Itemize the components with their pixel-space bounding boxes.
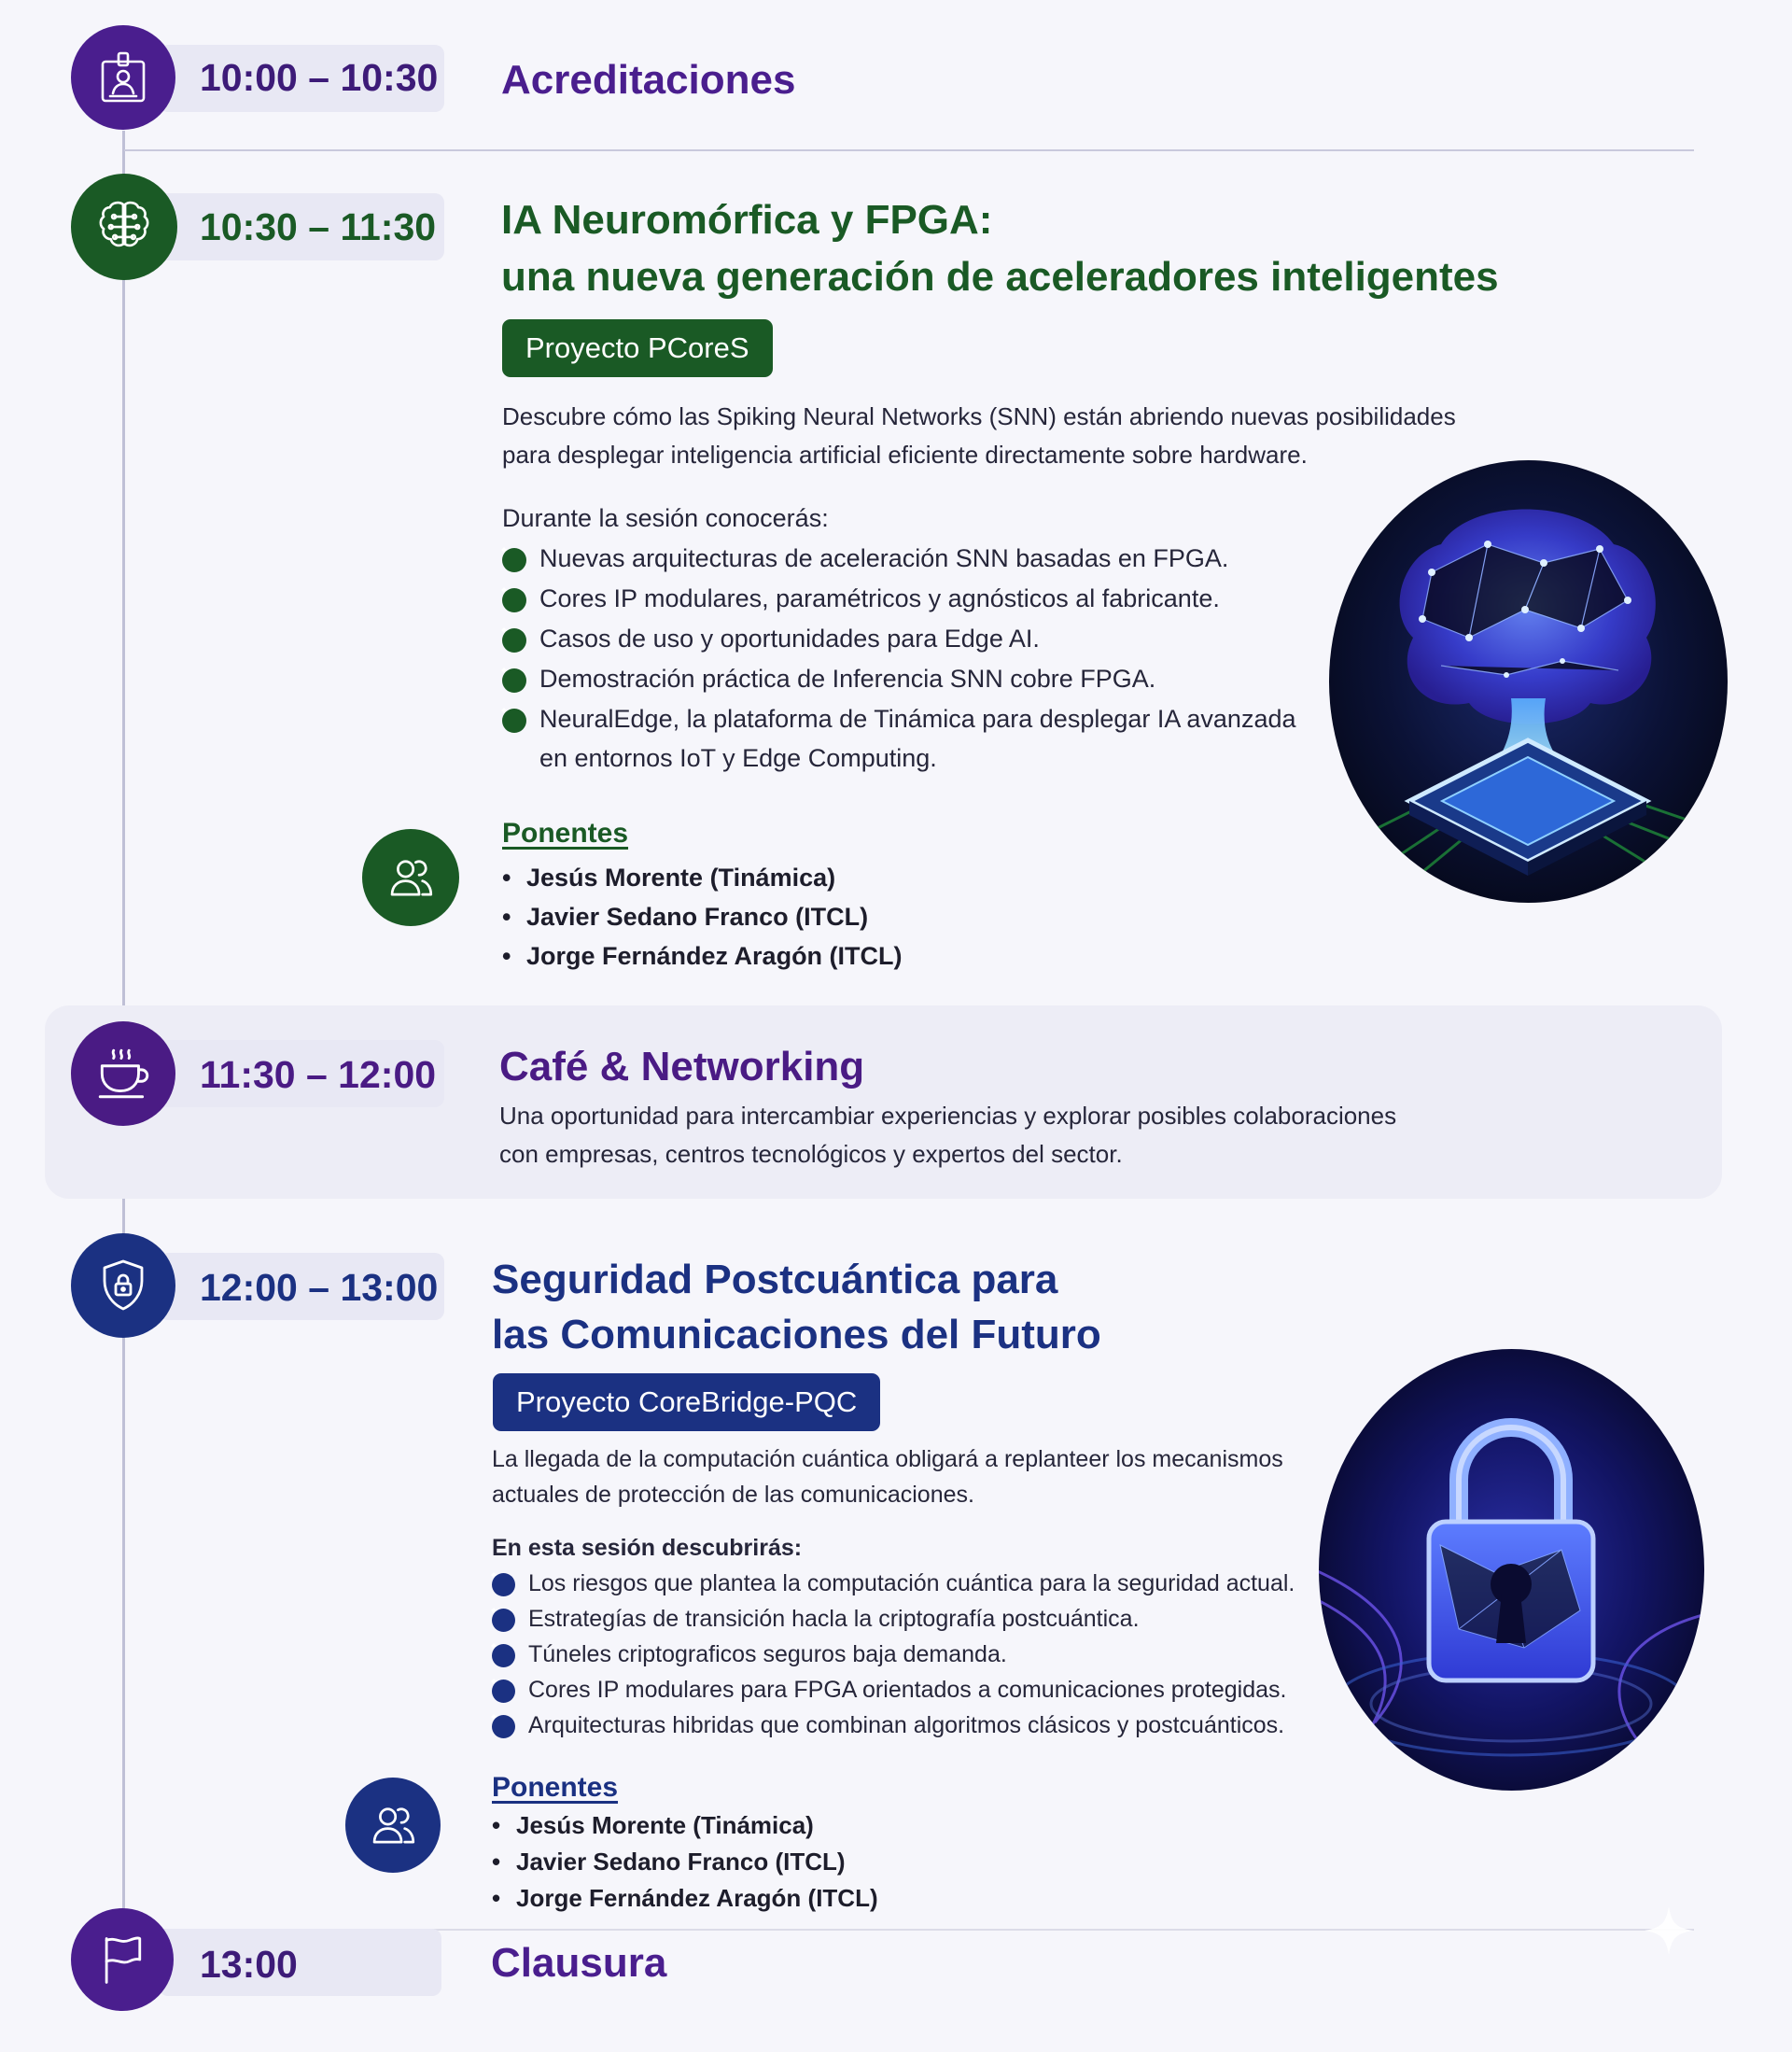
check-circle-icon — [502, 709, 526, 733]
speaker-item: • Jesús Morente (Tinámica) — [492, 1811, 878, 1848]
section-title-line2: una nueva generación de aceleradores inteligentes — [501, 254, 1499, 300]
speakers-title: Ponentes — [502, 818, 629, 849]
section-title-line2: las Comunicaciones del Futuro — [492, 1312, 1101, 1357]
speaker-item: • Javier Sedano Franco (ITCL) — [502, 903, 903, 942]
description-line: Descubre cómo las Spiking Neural Networks (SNN) están abriendo nuevas posibilidades — [502, 402, 1456, 430]
list-item: Casos de uso y oportunidades para Edge AI. — [502, 625, 1296, 665]
speaker-item: • Javier Sedano Franco (ITCL) — [492, 1848, 878, 1884]
section-description — [492, 1441, 1283, 1512]
list-item: Túneles criptograficos seguros baja demanda. — [492, 1641, 1295, 1677]
section-title-line1: Seguridad Postcuántica para — [492, 1257, 1058, 1302]
section-title: Acreditaciones — [501, 57, 796, 103]
time-label: 12:00 – 13:00 — [200, 1266, 439, 1309]
topics-list — [492, 1570, 1295, 1748]
speaker-item: • Jorge Fernández Aragón (ITCL) — [502, 942, 903, 981]
section-title: Clausura — [491, 1940, 667, 1986]
list-item: Cores IP modulares para FPGA orientados a comunicaciones protegidas. — [492, 1677, 1295, 1712]
check-circle-icon — [502, 668, 526, 693]
section-description — [502, 398, 1456, 474]
list-item: NeuralEdge, la plataforma de Tinámica para desplegar IA avanzada — [502, 705, 1296, 745]
speakers-icon — [362, 829, 459, 926]
check-circle-icon — [492, 1609, 515, 1632]
list-item: Los riesgos que plantea la computación cuántica para la seguridad actual. — [492, 1570, 1295, 1606]
time-label: 10:30 – 11:30 — [200, 205, 437, 248]
speakers-icon — [345, 1778, 441, 1873]
glowing-brain-chip-image — [1329, 460, 1728, 903]
time-label: 11:30 – 12:00 — [200, 1053, 437, 1096]
check-circle-icon — [492, 1715, 515, 1738]
description-line: con empresas, centros tecnológicos y expertos del sector. — [499, 1140, 1123, 1168]
speakers-list — [502, 864, 903, 981]
glowing-padlock-image — [1319, 1349, 1704, 1791]
badge-id-icon — [71, 25, 175, 130]
sparkle-icon — [1643, 1904, 1695, 1957]
shield-lock-icon — [71, 1233, 175, 1338]
check-circle-icon — [502, 588, 526, 612]
section-description — [499, 1097, 1396, 1174]
section-title-line1: IA Neuromórfica y FPGA: — [501, 197, 993, 243]
coffee-cup-icon — [71, 1021, 175, 1126]
check-circle-icon — [492, 1644, 515, 1667]
list-item: Arquitecturas hibridas que combinan algoritmos clásicos y postcuánticos. — [492, 1712, 1295, 1748]
check-circle-icon — [492, 1573, 515, 1596]
description-line: La llegada de la computación cuántica obligará a replanteer los mecanismos — [492, 1446, 1283, 1472]
list-item: Nuevas arquitecturas de aceleración SNN basadas en FPGA. — [502, 544, 1296, 584]
list-item: Cores IP modulares, paramétricos y agnósticos al fabricante. — [502, 584, 1296, 625]
list-intro: En esta sesión descubrirás: — [492, 1535, 803, 1561]
speakers-list — [492, 1811, 878, 1920]
list-intro: Durante la sesión conocerás: — [502, 504, 829, 532]
brain-icon — [71, 174, 177, 280]
time-label: 10:00 – 10:30 — [200, 56, 439, 99]
flag-icon — [71, 1908, 174, 2011]
project-badge: Proyecto CoreBridge-PQC — [493, 1373, 880, 1431]
description-line: actuales de protección de las comunicaciones. — [492, 1482, 974, 1508]
list-item: Estrategías de transición hacla la criptografía postcuántica. — [492, 1606, 1295, 1641]
topics-list — [502, 544, 1296, 745]
speakers-title: Ponentes — [492, 1772, 619, 1803]
description-line: para desplegar inteligencia artificial eficiente directamente sobre hardware. — [502, 441, 1308, 469]
description-line: Una oportunidad para intercambiar experiencias y explorar posibles colaboraciones — [499, 1102, 1397, 1130]
section-title: Café & Networking — [499, 1044, 865, 1089]
list-item-continuation: en entornos IoT y Edge Computing. — [539, 744, 937, 772]
check-circle-icon — [502, 628, 526, 653]
speaker-item: • Jorge Fernández Aragón (ITCL) — [492, 1884, 878, 1920]
check-circle-icon — [502, 548, 526, 572]
time-label: 13:00 — [200, 1943, 298, 1986]
check-circle-icon — [492, 1680, 515, 1703]
project-badge: Proyecto PCoreS — [502, 319, 773, 377]
list-item: Demostración práctica de Inferencia SNN cobre FPGA. — [502, 665, 1296, 705]
speaker-item: • Jesús Morente (Tinámica) — [502, 864, 903, 903]
section-divider — [124, 149, 1694, 151]
